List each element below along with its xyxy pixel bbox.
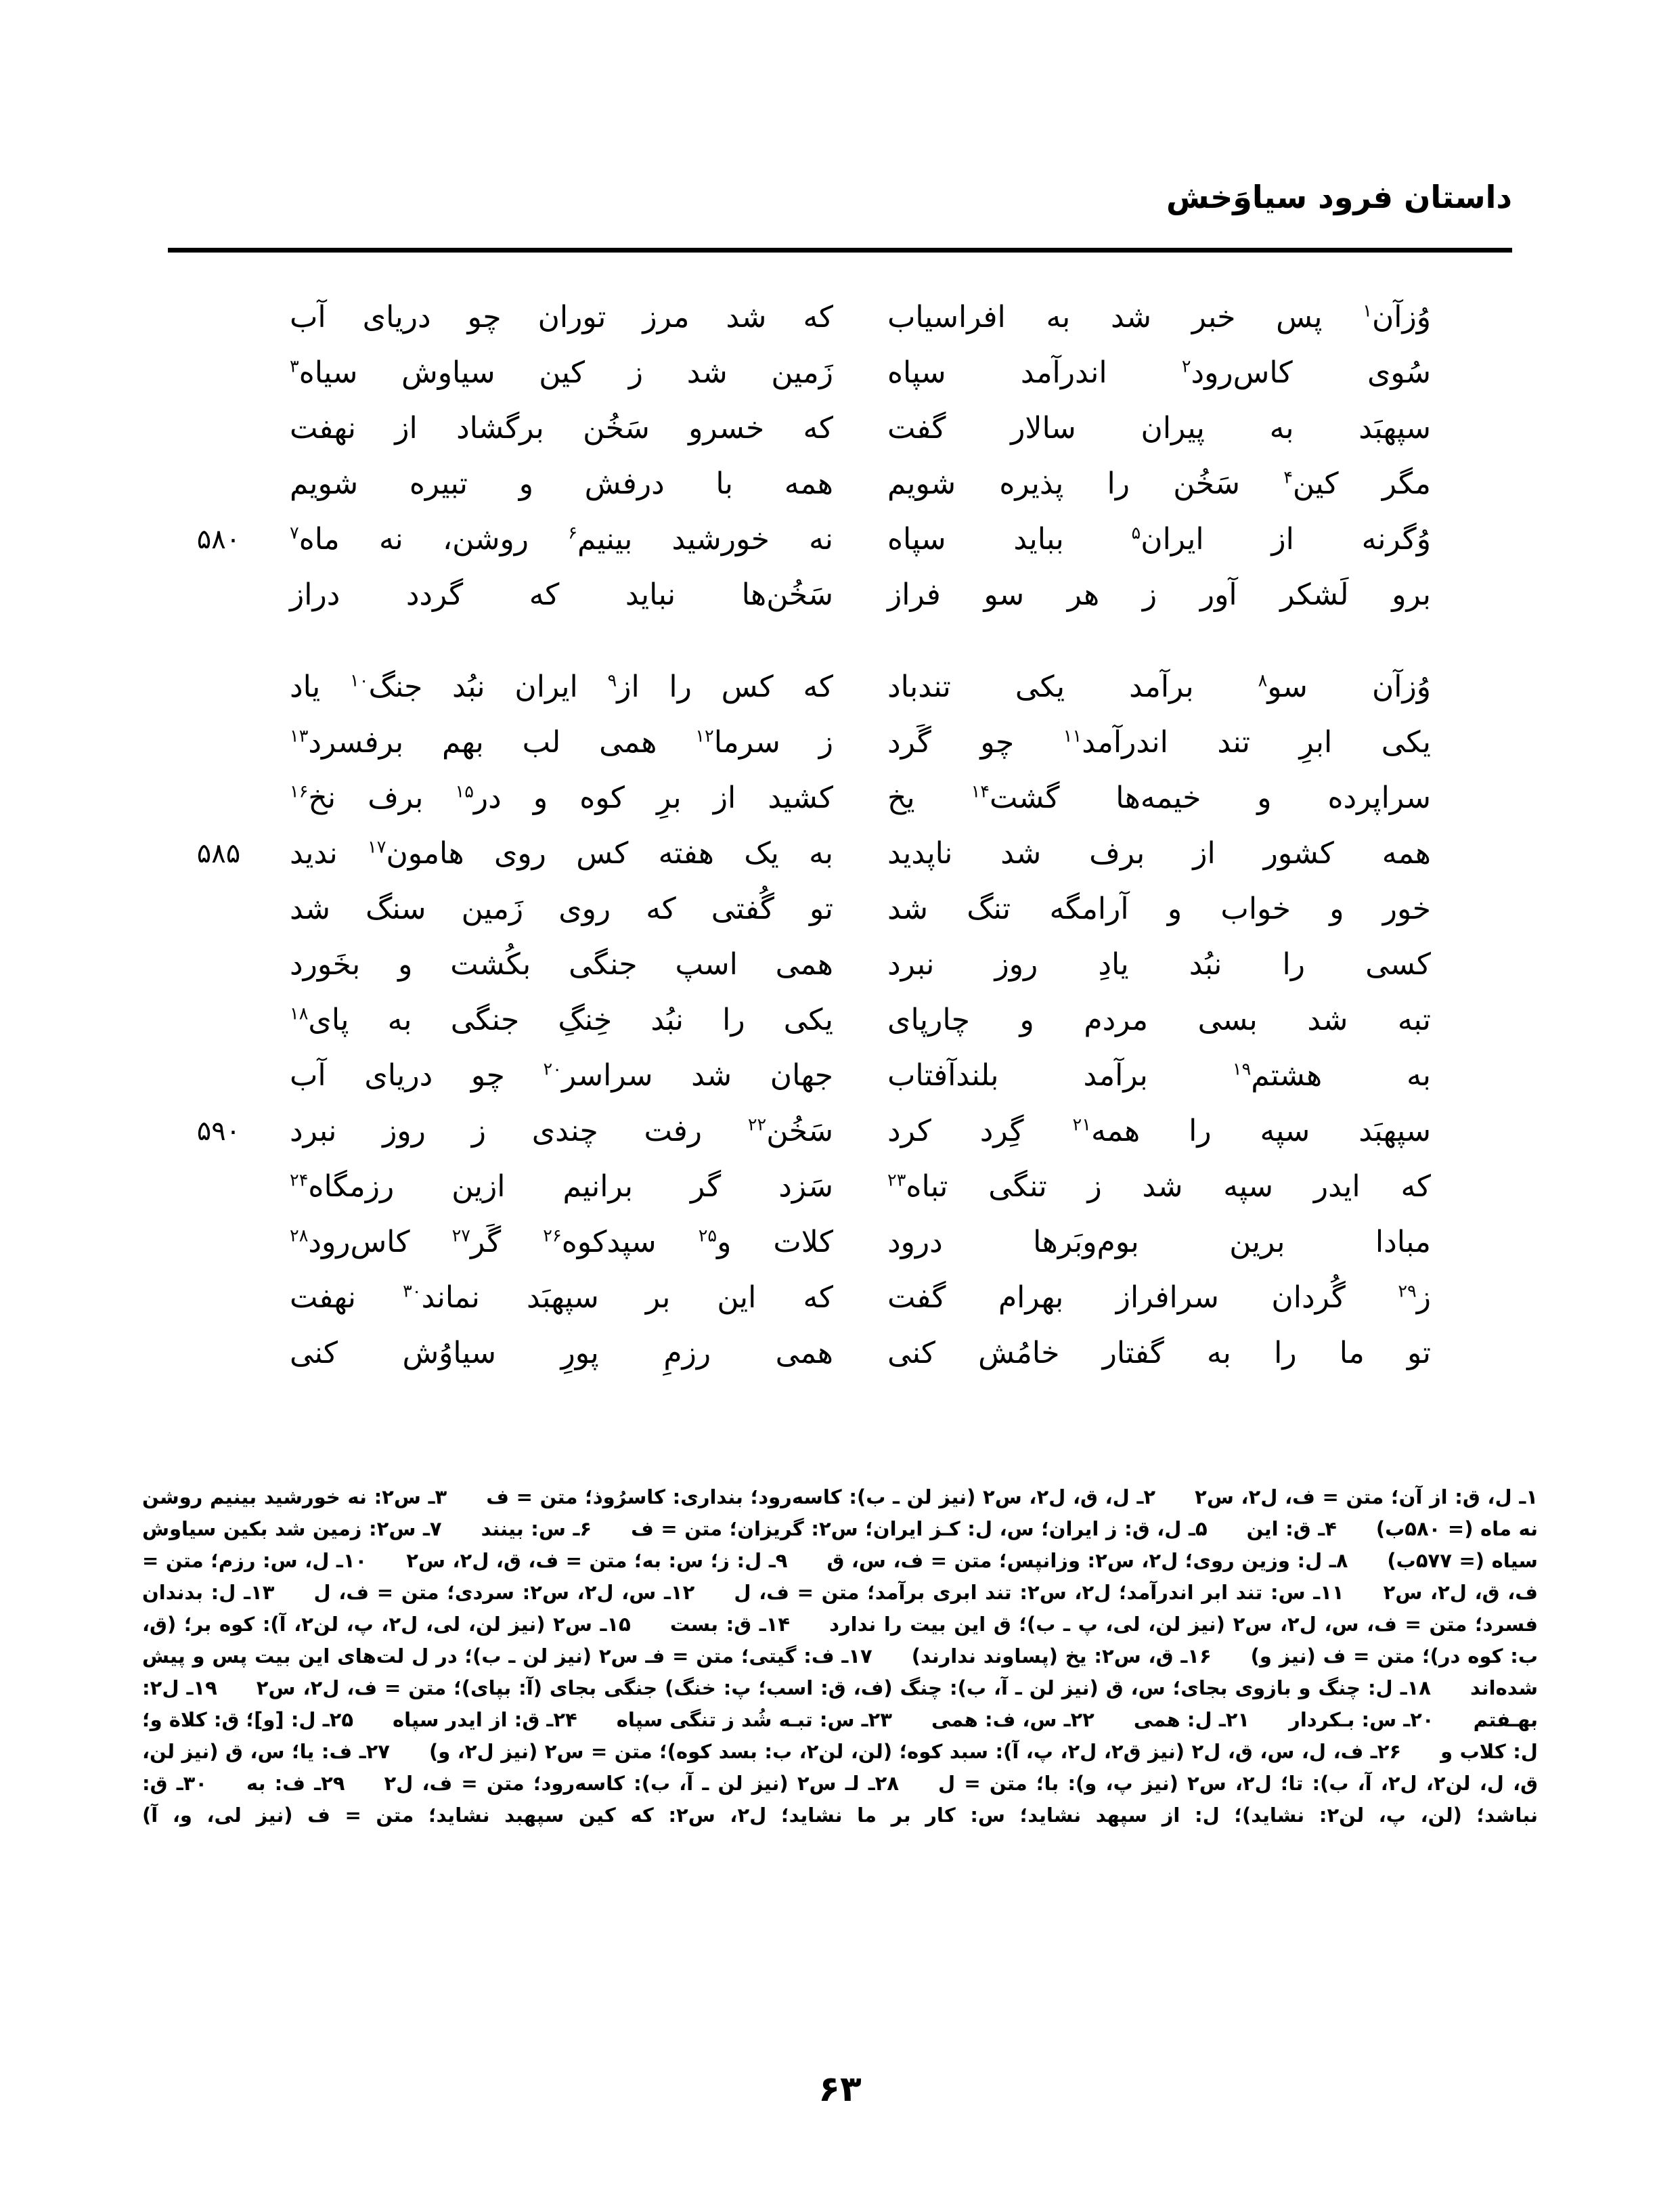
verse-line (168, 937, 1512, 993)
hemistich-first: مگر کین$^۴$ سَخُن را پذیره شویم (887, 466, 1431, 501)
apparatus-note-marker: ۱۵ـ (592, 1612, 631, 1636)
apparatus-note-marker: ۱ـ (1511, 1485, 1539, 1508)
hemistich-second: که کس را از$^۹$ ایران نبُد جنگ$^{۱۰}$ یاد (290, 669, 834, 704)
apparatus-note-text: ل: ز؛ س: به؛ متن = ف، ق، ل٢، س٢ (406, 1548, 762, 1572)
apparatus-note-text: ل، ق: ز ایران؛ س، ل: کـز ایران؛ س٢: گریزان؛ متن = ف (631, 1517, 1182, 1540)
hemistich-first: سپهبَد سپه را همه$^{۲۱}$ گِرد کرد (887, 1113, 1431, 1148)
apparatus-note-text: س: بینند (481, 1517, 566, 1540)
apparatus-note (1195, 1485, 1538, 1508)
apparatus-note-marker: ۵ـ (1181, 1517, 1208, 1540)
hemistich-second: همی رزمِ پورِ سیاوُش کنی (290, 1335, 833, 1370)
hemistich-second: کشید از برِ کوه و در$^{۱۵}$ برف نخ$^{۱۶}$ (290, 780, 833, 815)
hemistich-first: یکی ابرِ تند اندرآمد$^{۱۱}$ چو گَرد (887, 724, 1431, 760)
apparatus-note-text: ل، ق: از آن؛ متن = ف، ل٢، س٢ (1195, 1485, 1512, 1508)
verse-line (168, 401, 1512, 456)
hemistich-second: نه خورشید بینیم$^۶$ روشن، نه ماه$^۷$ (290, 521, 833, 557)
hemistich-first: مبادا برین بوم‌وبَرها درود (887, 1224, 1431, 1259)
apparatus-note-marker: ۱۴ـ (751, 1612, 791, 1636)
apparatus-note (486, 1485, 1195, 1508)
verse-number: ۵۸۵ (196, 838, 241, 869)
apparatus-note (617, 1708, 931, 1731)
apparatus-note (1289, 1708, 1473, 1731)
verse-line (168, 290, 1512, 345)
hemistich-first: ز$^{۲۹}$ گُردان سرافراز بهرام گفت (887, 1280, 1431, 1315)
verse-stanza (168, 659, 1512, 1381)
header-rule (168, 248, 1512, 253)
hemistich-second: که این بر سپهبَد نماند$^{۳۰}$ نهفت (290, 1280, 833, 1315)
verse-line (168, 826, 1512, 881)
hemistich-second: همی اسپ جنگی بکُشت و بخَورد (290, 946, 833, 982)
apparatus-note-marker: ۱۷ـ (834, 1644, 872, 1668)
apparatus-note-text: ق: این (1246, 1517, 1311, 1540)
verse-line (168, 1048, 1512, 1104)
verse-line (168, 715, 1512, 770)
apparatus-note-marker: ۱۹ـ (179, 1676, 217, 1699)
apparatus-note-marker: ۲۴ـ (539, 1707, 577, 1731)
hemistich-second: همه با درفش و تبیره شویم (290, 466, 833, 501)
apparatus-note (481, 1517, 632, 1540)
apparatus-note (257, 1676, 1470, 1699)
hemistich-first: سراپرده و خیمه‌ها گشت$^{۱۴}$ یخ (887, 780, 1432, 815)
verse-line (168, 1215, 1512, 1270)
apparatus-note-marker: ۱۰ـ (329, 1548, 368, 1572)
apparatus-note-text: ق: نباشد؛ (لن، پ، لن٢: نشاید)؛ ل: از سپهد نشاید؛ س: کار بر ما نشاید؛ ل٢، س٢: که کین سپهبد نشاید؛ متن = ف (نیز لی، و، آ) (142, 1771, 1538, 1827)
apparatus-note-text: ل: وزین روی؛ ل٢، س٢: وزانپس؛ متن = ف، س، ق (826, 1548, 1323, 1572)
apparatus-note-text: لـ س٢ (نیز لن ـ آ، ب): کاسه‌رود؛ متن = ف، ل٢ (384, 1771, 860, 1795)
apparatus-note (931, 1708, 1134, 1731)
apparatus-note-marker: ۱۲ـ (656, 1580, 695, 1604)
apparatus-note-text: ل: [و]؛ ق: کلاة و؛ ل: کلاب و (142, 1707, 1538, 1763)
apparatus-note-text: ف: گیتی؛ متن = فـ س٢ (نیز لن ـ ب)؛ در ل لت‌های این بیت پس و پیش شده‌اند (142, 1644, 1538, 1699)
apparatus-note-marker: ۱۳ـ (236, 1580, 275, 1604)
apparatus-note-text: ق: بست (669, 1612, 752, 1636)
verse-line (168, 512, 1512, 567)
hemistich-second: کلات و$^{۲۵}$ سپدکوه$^{۲۶}$ گَر$^{۲۷}$ کاس‌رود$^{۲۸}$ (290, 1224, 833, 1259)
apparatus-note (313, 1581, 734, 1604)
apparatus-note-marker: ۲ـ (1129, 1485, 1156, 1508)
apparatus-note-marker: ۱۶ـ (1173, 1644, 1212, 1668)
apparatus-note-text: س: بـکردار (1289, 1707, 1397, 1731)
verse-line (168, 1270, 1512, 1326)
apparatus-note-marker: ۱۱ـ (1305, 1580, 1344, 1604)
hemistich-second: تو گُفتی که روی زَمین سنگ شد (290, 891, 833, 926)
apparatus-note (246, 1772, 384, 1795)
apparatus-note-text: س، ل٢، س٢: سردی؛ متن = ف، ل (313, 1580, 657, 1604)
apparatus-note-marker: ۹ـ (761, 1548, 788, 1572)
apparatus-note (734, 1581, 1383, 1604)
hemistich-first: سپهبَد به پیران سالار گفت (887, 410, 1431, 445)
verse-line (168, 993, 1512, 1048)
hemistich-second: جهان شد سراسر$^{۲۰}$ چو دریای آب (290, 1058, 833, 1093)
apparatus-note-marker: ۲۰ـ (1396, 1707, 1434, 1731)
hemistich-second: سَخُن‌ها نباید که گردد دراز (290, 577, 833, 612)
hemistich-first: تبه شد بسی مردم و چارپای (887, 1002, 1431, 1037)
hemistich-second: ز سرما$^{۱۲}$ همی لب بهم برفسرد$^{۱۳}$ (290, 724, 833, 760)
hemistich-first: سُوی کاس‌رود$^۲$ اندرآمد سپاه (887, 355, 1431, 390)
apparatus-note (631, 1517, 1247, 1540)
apparatus-note-marker: ۳ـ (420, 1485, 447, 1508)
apparatus-note-text: س: تبـه شُد ز تنگی سپاه (616, 1707, 855, 1731)
verse-line (168, 456, 1512, 512)
folio-number: ۶۳ (818, 2069, 862, 2110)
hemistich-second: که خسرو سَخُن برگشاد از نهفت (290, 410, 833, 445)
hemistich-first: برو لَشکر آور ز هر سو فراز (887, 577, 1431, 612)
hemistich-second: که شد مرز توران چو دریای آب (290, 299, 833, 334)
apparatus-note-marker: ۴ـ (1310, 1517, 1337, 1540)
verse-line (168, 1104, 1512, 1159)
apparatus-note (393, 1708, 617, 1731)
apparatus-note-text: ل، س: رزم؛ متن = ف، ق، ل٢، س٢ (142, 1548, 1538, 1604)
apparatus-note-marker: ۲۹ـ (305, 1771, 345, 1795)
hemistich-first: خور و خواب و آرامگه تنگ شد (887, 891, 1431, 926)
verse-line (168, 1326, 1512, 1381)
verse-line (168, 659, 1512, 715)
apparatus-note-marker: ۲۳ـ (854, 1707, 892, 1731)
apparatus-note (912, 1645, 1251, 1668)
apparatus-note-marker: ۸ـ (1322, 1548, 1348, 1572)
apparatus-note-text: س، ف: همی (931, 1707, 1057, 1731)
apparatus-note-marker: ۲۶ـ (1363, 1739, 1402, 1763)
apparatus-note-marker: ۲۷ـ (352, 1739, 391, 1763)
verse-line (168, 345, 1512, 401)
verse-line (168, 567, 1512, 623)
hemistich-second: سَزد گر برانیم ازین رزمگاه$^{۲۴}$ (290, 1169, 833, 1204)
running-head: داستان فرود سیاوَخش (1166, 179, 1512, 215)
apparatus-note-text: ف، ل، س، ق، ل٢ (نیز ق٢، ل٢، پ، آ): سبد کوه؛ (لن، لن٢، ب: بسد کوه)؛ متن = س٢ (نیز ل٢، و) (429, 1739, 1364, 1763)
verse-body (168, 290, 1512, 1414)
hemistich-first: که ایدر سپه شد ز تنگی تباه$^{۲۳}$ (887, 1169, 1431, 1204)
apparatus-note (1134, 1708, 1289, 1731)
apparatus-note-text: ق: از ایدر سپاه (393, 1707, 540, 1731)
apparatus-note (406, 1549, 826, 1572)
hemistich-first: تو ما را به گفتار خامُش کنی (887, 1335, 1431, 1370)
apparatus-note-marker: ۲۸ـ (859, 1771, 900, 1795)
apparatus-note-marker: ۷ـ (416, 1517, 442, 1540)
verse-number: ۵۹۰ (196, 1116, 241, 1147)
apparatus-note-marker: ۲۱ـ (1212, 1707, 1250, 1731)
apparatus-note-text: ل، ق، ل٢، س٢ (نیز لن ـ ب): کاسه‌رود؛ بنداری: کاسرُوذ؛ متن = ف (486, 1485, 1130, 1508)
apparatus-note-marker: ۱۸ـ (1392, 1676, 1432, 1699)
hemistich-first: وُزآن$^۱$ پس خبر شد به افراسیاب (887, 299, 1431, 334)
critical-apparatus (142, 1481, 1538, 1831)
apparatus-note-text: ل٢: بهـفتم (142, 1676, 1538, 1731)
apparatus-note-text: ل: چنگ و بازوی بجای؛ س، ق (نیز لن ـ آ، ب): چنگ (ف، ق: اسب؛ پ: خنگ) جنگی بجای (آ: بپای)؛ متن = ف، ل٢، س٢ (256, 1676, 1393, 1699)
apparatus-note (429, 1740, 1440, 1763)
hemistich-first: کسی را نبُد یادِ روز نبرد (887, 946, 1431, 982)
apparatus-note-text: ل: بدندان فسرد؛ متن = ف، س، ل٢، س٢ (نیز لن، لی، پ ـ ب)؛ ق این بیت را ندارد (142, 1580, 1539, 1636)
apparatus-note-marker: ۶ـ (565, 1517, 592, 1540)
apparatus-note-text: ف: به (246, 1771, 305, 1795)
hemistich-second: سَخُن$^{۲۲}$ رفت چندی ز روز نبرد (290, 1113, 833, 1148)
hemistich-second: یکی را نبُد خِنگِ جنگی به پای$^{۱۸}$ (290, 1002, 833, 1037)
apparatus-note-text: س٢ (نیز لن، لی، ل٢، پ، لن٢، آ): کوه بر؛ (ق، ب: کوه در)؛ متن = ف (نیز و) (142, 1612, 1539, 1668)
apparatus-note (670, 1613, 829, 1636)
hemistich-first: وُزآن سو$^۸$ برآمد یکی تندباد (887, 669, 1431, 704)
apparatus-note-marker: ۲۲ـ (1057, 1707, 1095, 1731)
apparatus-note-text: ق، س٢: یخ (پساوند ندارند) (911, 1644, 1174, 1668)
apparatus-note (826, 1549, 1387, 1572)
hemistich-second: زَمین شد ز کین سیاوش سیاه$^۳$ (290, 355, 833, 390)
apparatus-note-text: ل: همی (1133, 1707, 1212, 1731)
apparatus-note-text: س٢: نه خورشید بینیم روشن نه ماه (= ۵۸۰ب) (142, 1485, 1539, 1540)
apparatus-note-marker: ۳۰ـ (167, 1771, 208, 1795)
hemistich-second: به یک هفته کس روی هامون$^{۱۷}$ ندید (290, 835, 834, 871)
hemistich-first: همه کشور از برف شد ناپدید (887, 835, 1431, 871)
page-header (168, 181, 1512, 256)
verse-stanza (168, 290, 1512, 623)
verse-line (168, 881, 1512, 937)
apparatus-note-text: س٢: زمین شد بکین سیاوش سیاه (= ۵۷۷ب) (142, 1517, 1538, 1572)
verse-line (168, 770, 1512, 826)
apparatus-note (384, 1772, 938, 1795)
apparatus-note-text: ف: یا؛ س، ق (نیز لن، ق، ل، لن٢، ل٢، آ، ب): تا؛ ل٢، س٢ (نیز پ، و): با؛ متن = ل (142, 1739, 1539, 1795)
verse-line (168, 1159, 1512, 1215)
apparatus-note-marker: ۲۵ـ (315, 1707, 354, 1731)
hemistich-first: به هشتم$^{۱۹}$ برآمد بلندآفتاب (887, 1058, 1432, 1093)
apparatus-note-text: س: تند ابر اندرآمد؛ ل٢، س٢: تند ابری برآمد؛ متن = ف، ل (734, 1580, 1306, 1604)
hemistich-first: وُگرنه از ایران$^۵$ بباید سپاه (887, 521, 1431, 557)
verse-number: ۵۸۰ (196, 524, 241, 555)
apparatus-note (1247, 1517, 1376, 1540)
